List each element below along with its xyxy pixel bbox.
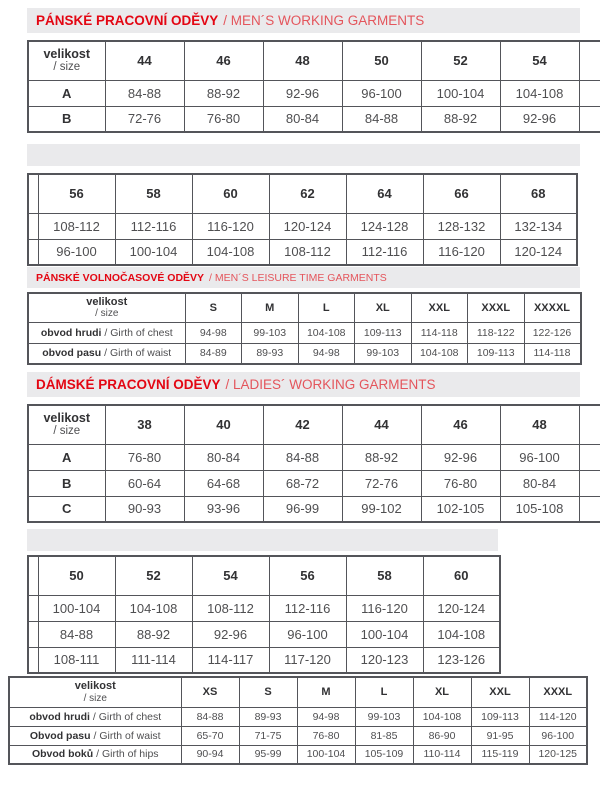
value-cell: 110-114	[413, 745, 471, 764]
cut-right-cell	[579, 106, 600, 132]
value-cell: 92-96	[500, 106, 579, 132]
cut-left-cell	[28, 213, 38, 239]
value-cell: 96-100	[529, 726, 587, 745]
size-header-cell: L	[298, 293, 355, 322]
cut-right-cell	[579, 41, 600, 80]
value-cell: 90-94	[181, 745, 239, 764]
value-cell: 68-72	[263, 470, 342, 496]
value-cell: 102-105	[421, 496, 500, 522]
size-header-cell: 50	[342, 41, 421, 80]
size-header-cell: XXXL	[468, 293, 525, 322]
value-cell: 124-128	[346, 213, 423, 239]
value-cell: 105-109	[355, 745, 413, 764]
value-cell: 95-99	[239, 745, 297, 764]
value-cell: 100-104	[38, 595, 115, 621]
section-divider-band	[27, 529, 498, 551]
size-header-cell: 58	[115, 174, 192, 213]
value-cell: 99-103	[355, 343, 412, 364]
value-cell: 80-84	[263, 106, 342, 132]
value-cell: 104-108	[411, 343, 468, 364]
value-cell: 96-100	[269, 621, 346, 647]
ladies-working-size-table-1	[27, 404, 600, 523]
value-cell: 118-122	[468, 322, 525, 343]
value-cell: 64-68	[184, 470, 263, 496]
cut-left-cell	[28, 556, 38, 595]
value-cell: 111-114	[115, 647, 192, 673]
mens-leisure-size-table	[27, 292, 582, 365]
size-header-cell: XS	[181, 677, 239, 707]
size-header-cell: XL	[355, 293, 412, 322]
value-cell: 105-108	[500, 496, 579, 522]
size-header-cell: 44	[342, 405, 421, 444]
size-header-cell: S	[239, 677, 297, 707]
section-title-en: / MEN´S LEISURE TIME GARMENTS	[209, 271, 387, 284]
row-label-cell: obvod hrudi / Girth of chest	[9, 707, 181, 726]
value-cell: 115-119	[471, 745, 529, 764]
value-cell: 76-80	[297, 726, 355, 745]
value-cell: 100-104	[115, 239, 192, 265]
value-cell: 84-88	[181, 707, 239, 726]
row-label-cell: B	[28, 470, 105, 496]
cut-left-cell	[28, 174, 38, 213]
section-title-en: / MEN´S WORKING GARMENTS	[223, 13, 425, 28]
value-cell: 76-80	[184, 106, 263, 132]
value-cell: 89-93	[239, 707, 297, 726]
value-cell: 96-100	[342, 80, 421, 106]
value-cell: 108-112	[38, 213, 115, 239]
size-corner-cell: velikost / size	[28, 293, 185, 322]
cut-right-cell	[579, 470, 600, 496]
size-header-cell: 46	[421, 405, 500, 444]
value-cell: 112-116	[346, 239, 423, 265]
size-header-cell: 64	[346, 174, 423, 213]
value-cell: 109-113	[471, 707, 529, 726]
value-cell: 114-118	[411, 322, 468, 343]
value-cell: 100-104	[297, 745, 355, 764]
cut-left-cell	[28, 595, 38, 621]
value-cell: 84-88	[342, 106, 421, 132]
size-header-cell: 56	[38, 174, 115, 213]
size-header-cell: 54	[192, 556, 269, 595]
size-header-cell: 54	[500, 41, 579, 80]
row-label-cell: obvod hrudi / Girth of chest	[28, 322, 185, 343]
value-cell: 116-120	[192, 213, 269, 239]
value-cell: 88-92	[115, 621, 192, 647]
value-cell: 104-108	[500, 80, 579, 106]
size-corner-cell: velikost / size	[28, 41, 105, 80]
value-cell: 100-104	[346, 621, 423, 647]
value-cell: 84-88	[38, 621, 115, 647]
section-title-ladies-working	[27, 372, 580, 397]
size-corner-cell: velikost / size	[9, 677, 181, 707]
size-header-cell: XXL	[471, 677, 529, 707]
cut-left-cell	[28, 239, 38, 265]
size-header-cell: 58	[346, 556, 423, 595]
size-header-cell: 48	[500, 405, 579, 444]
size-header-cell: 40	[184, 405, 263, 444]
value-cell: 112-116	[115, 213, 192, 239]
size-header-cell: 56	[269, 556, 346, 595]
size-header-cell: 48	[263, 41, 342, 80]
section-divider-band	[27, 144, 580, 166]
value-cell: 94-98	[185, 322, 242, 343]
section-title-mens-working	[27, 8, 580, 33]
row-label-cell: A	[28, 80, 105, 106]
value-cell: 120-125	[529, 745, 587, 764]
size-header-cell: 66	[423, 174, 500, 213]
value-cell: 120-124	[500, 239, 577, 265]
row-label-cell: B	[28, 106, 105, 132]
cut-right-cell	[579, 496, 600, 522]
size-header-cell: XXXXL	[524, 293, 581, 322]
section-title-cz: PÁNSKÉ VOLNOČASOVÉ ODĚVY	[36, 271, 205, 284]
value-cell: 99-102	[342, 496, 421, 522]
row-label-cell: Obvod pasu / Girth of waist	[9, 726, 181, 745]
value-cell: 88-92	[421, 106, 500, 132]
size-header-cell: XL	[413, 677, 471, 707]
value-cell: 89-93	[242, 343, 299, 364]
size-header-cell: XXXL	[529, 677, 587, 707]
ladies-leisure-size-table	[8, 676, 588, 765]
value-cell: 104-108	[423, 621, 500, 647]
value-cell: 99-103	[242, 322, 299, 343]
value-cell: 109-113	[355, 322, 412, 343]
value-cell: 109-113	[468, 343, 525, 364]
value-cell: 114-120	[529, 707, 587, 726]
value-cell: 104-108	[192, 239, 269, 265]
mens-working-size-table-2	[27, 173, 578, 266]
size-header-cell: 52	[421, 41, 500, 80]
size-header-cell: L	[355, 677, 413, 707]
value-cell: 104-108	[298, 322, 355, 343]
value-cell: 128-132	[423, 213, 500, 239]
value-cell: 96-99	[263, 496, 342, 522]
value-cell: 104-108	[115, 595, 192, 621]
mens-working-size-table-1	[27, 40, 600, 133]
value-cell: 84-89	[185, 343, 242, 364]
value-cell: 120-124	[269, 213, 346, 239]
section-title-en: / LADIES´ WORKING GARMENTS	[225, 377, 436, 392]
value-cell: 116-120	[423, 239, 500, 265]
value-cell: 120-123	[346, 647, 423, 673]
value-cell: 116-120	[346, 595, 423, 621]
ladies-working-size-table-2	[27, 555, 501, 674]
value-cell: 76-80	[421, 470, 500, 496]
size-header-cell: M	[297, 677, 355, 707]
cut-left-cell	[28, 647, 38, 673]
size-header-cell: S	[185, 293, 242, 322]
value-cell: 132-134	[500, 213, 577, 239]
size-header-cell: 62	[269, 174, 346, 213]
value-cell: 92-96	[421, 444, 500, 470]
row-label-cell: C	[28, 496, 105, 522]
cut-right-cell	[579, 444, 600, 470]
size-header-cell: 68	[500, 174, 577, 213]
value-cell: 122-126	[524, 322, 581, 343]
value-cell: 114-117	[192, 647, 269, 673]
value-cell: 91-95	[471, 726, 529, 745]
size-header-cell: 46	[184, 41, 263, 80]
value-cell: 108-112	[192, 595, 269, 621]
size-header-cell: 50	[38, 556, 115, 595]
value-cell: 80-84	[184, 444, 263, 470]
row-label-cell: obvod pasu / Girth of waist	[28, 343, 185, 364]
value-cell: 86-90	[413, 726, 471, 745]
size-header-cell: 38	[105, 405, 184, 444]
row-label-cell: Obvod boků / Girth of hips	[9, 745, 181, 764]
value-cell: 94-98	[297, 707, 355, 726]
value-cell: 90-93	[105, 496, 184, 522]
value-cell: 60-64	[105, 470, 184, 496]
section-title-mens-leisure	[27, 267, 580, 288]
value-cell: 80-84	[500, 470, 579, 496]
value-cell: 92-96	[192, 621, 269, 647]
value-cell: 94-98	[298, 343, 355, 364]
value-cell: 100-104	[421, 80, 500, 106]
value-cell: 76-80	[105, 444, 184, 470]
value-cell: 104-108	[413, 707, 471, 726]
cut-left-cell	[28, 621, 38, 647]
size-header-cell: 52	[115, 556, 192, 595]
value-cell: 120-124	[423, 595, 500, 621]
value-cell: 72-76	[105, 106, 184, 132]
value-cell: 114-118	[524, 343, 581, 364]
cut-right-cell	[579, 405, 600, 444]
section-title-cz: PÁNSKÉ PRACOVNÍ ODĚVY	[36, 13, 219, 28]
value-cell: 81-85	[355, 726, 413, 745]
value-cell: 88-92	[184, 80, 263, 106]
value-cell: 84-88	[105, 80, 184, 106]
value-cell: 99-103	[355, 707, 413, 726]
section-title-cz: DÁMSKÉ PRACOVNÍ ODĚVY	[36, 377, 221, 392]
value-cell: 108-111	[38, 647, 115, 673]
size-header-cell: 44	[105, 41, 184, 80]
value-cell: 92-96	[263, 80, 342, 106]
value-cell: 108-112	[269, 239, 346, 265]
size-corner-cell: velikost / size	[28, 405, 105, 444]
size-header-cell: XXL	[411, 293, 468, 322]
value-cell: 117-120	[269, 647, 346, 673]
size-header-cell: 60	[192, 174, 269, 213]
value-cell: 88-92	[342, 444, 421, 470]
value-cell: 65-70	[181, 726, 239, 745]
row-label-cell: A	[28, 444, 105, 470]
value-cell: 96-100	[38, 239, 115, 265]
size-header-cell: 42	[263, 405, 342, 444]
value-cell: 123-126	[423, 647, 500, 673]
size-header-cell: M	[242, 293, 299, 322]
cut-right-cell	[579, 80, 600, 106]
value-cell: 112-116	[269, 595, 346, 621]
value-cell: 93-96	[184, 496, 263, 522]
size-header-cell: 60	[423, 556, 500, 595]
value-cell: 71-75	[239, 726, 297, 745]
value-cell: 72-76	[342, 470, 421, 496]
value-cell: 96-100	[500, 444, 579, 470]
value-cell: 84-88	[263, 444, 342, 470]
